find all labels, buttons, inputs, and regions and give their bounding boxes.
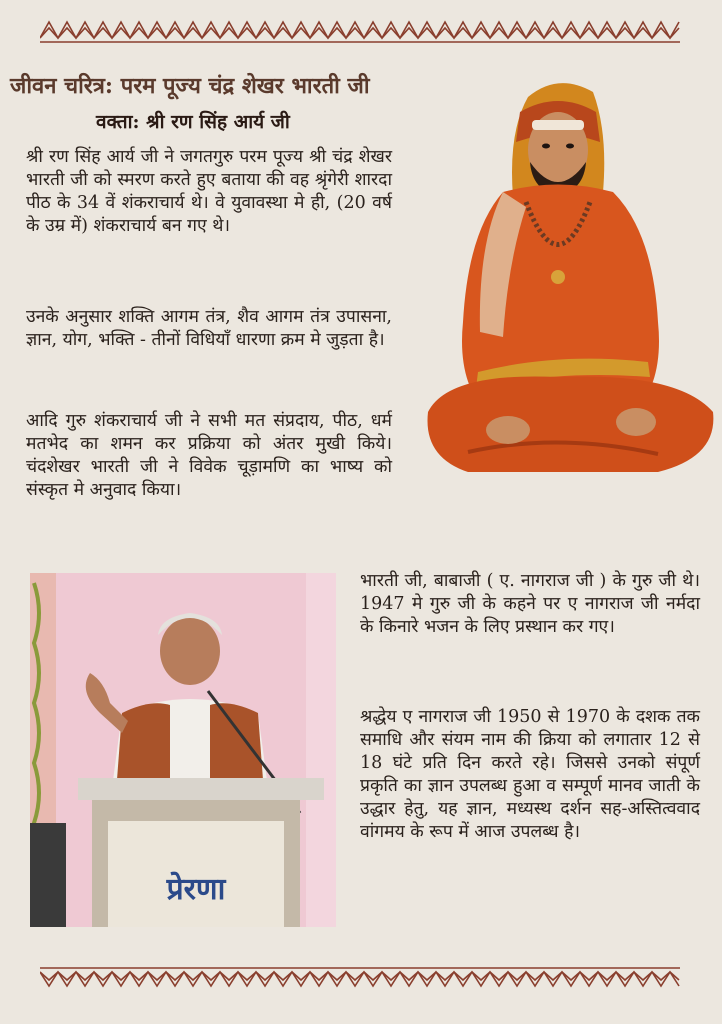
portrait-illustration (408, 72, 720, 502)
paragraph-4: भारती जी, बाबाजी ( ए. नागराज जी ) के गुरु जी थे। 1947 मे गुरु जी के कहने पर ए नागराज जी नर्मदा के किनारे भजन के लिए प्रस्थान कर गए। (360, 571, 700, 637)
top-zigzag-border (40, 18, 680, 44)
paragraph-3: आदि गुरु शंकराचार्य जी ने सभी मत संप्रदाय, पीठ, धर्म मतभेद का शमन कर प्रक्रिया को अंतर मुखी किये। चंदशेखर भारती जी ने विवेक चूड़ामणि का भाष्य को संस्कृत मे अनुवाद किया। (26, 411, 392, 500)
paragraph-2: उनके अनुसार शक्ति आगम तंत्र, शैव आगम तंत्र उपासना, ज्ञान, योग, भक्ति - तीनों विधियाँ धारणा क्रम मे जुड़ता है। (26, 307, 392, 350)
page-title: जीवन चरित्र: परम पूज्य चंद्र शेखर भारती जी (10, 73, 370, 99)
podium-logo-text: प्रेरणा (166, 872, 226, 907)
bottom-zigzag-border (40, 966, 680, 992)
paragraph-5: श्रद्धेय ए नागराज जी 1950 से 1970 के दशक तक समाधि और संयम नाम की क्रिया को लगातार 12 से 18 घंटे प्रति दिन करते रहे। जिससे उनको संपूर्ण प्रकृति का ज्ञान उपलब्ध हुआ व सम्पूर्ण मानव जाती के उद्धार हेतु, यह ज्ञान, मध्यस्थ दर्शन सह-अस्तित्ववाद वांगमय के रूप में आज उपलब्ध है। (360, 707, 700, 842)
speaker-photo (30, 573, 336, 927)
paragraph-1: श्री रण सिंह आर्य जी ने जगतगुरु परम पूज्य श्री चंद्र शेखर भारती जी को स्मरण करते हुए बताया की वह श्रृंगेरी शारदा पीठ के 34 वें शंकराचार्य थे। वे युवावस्था मे ही, (20 वर्ष के उम्र में) शंकराचार्य बन गए थे। (26, 147, 392, 236)
speaker-line: वक्ता: श्री रण सिंह आर्य जी (96, 111, 290, 133)
